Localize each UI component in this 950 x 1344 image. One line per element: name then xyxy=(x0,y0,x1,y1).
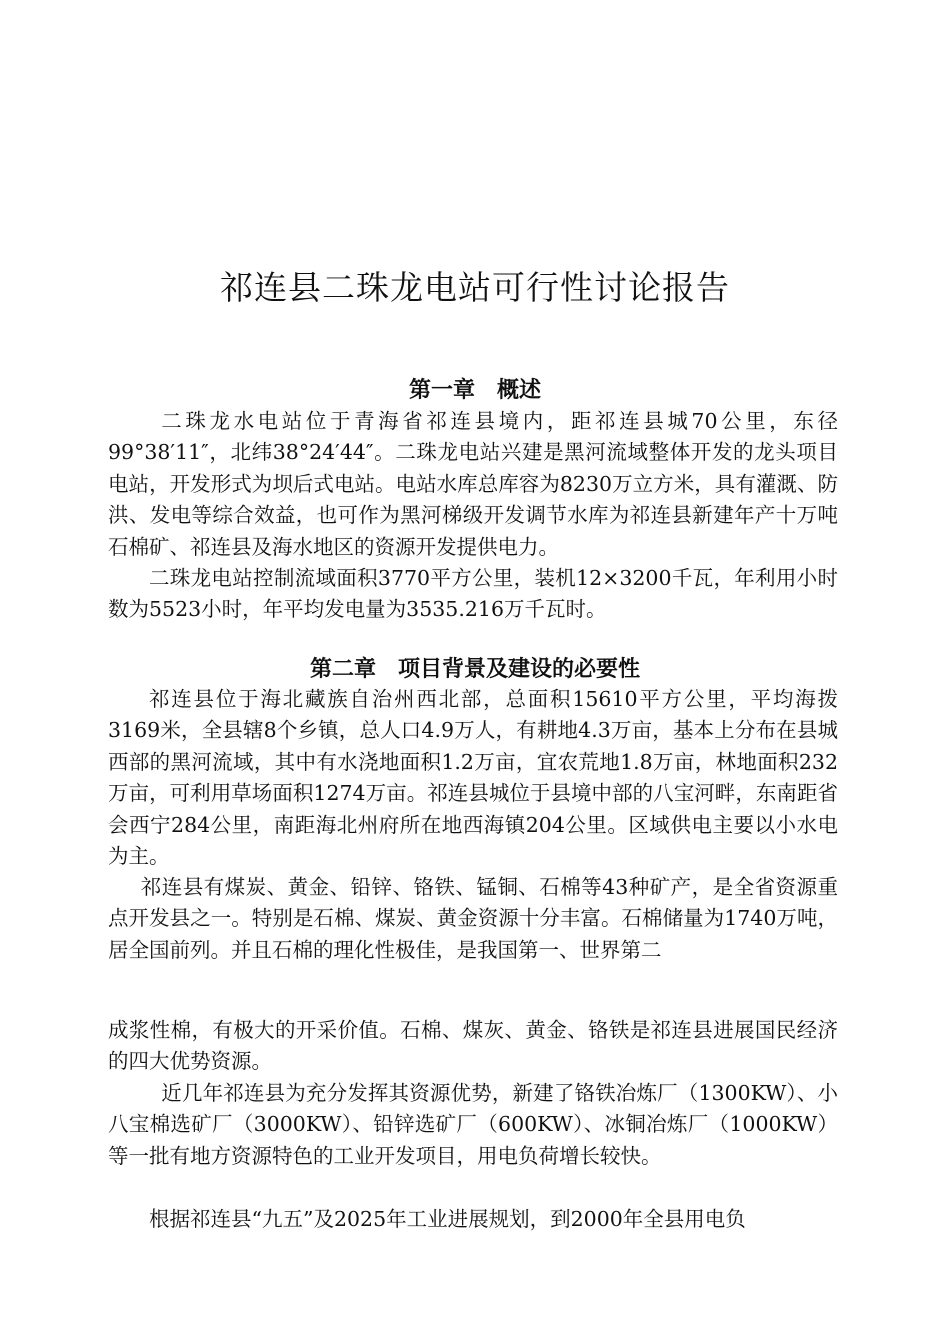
chapter-2-heading: 第二章 项目背景及建设的必要性 xyxy=(309,657,640,682)
chapter-2-paragraph-4: 根据祁连县“九五”及2025年工业进展规划，到2000年全县用电负 xyxy=(149,1207,746,1231)
chapter-1-paragraph-1: 二珠龙水电站位于青海省祁连县境内，距祁连县城70公里，东径99°38′11″，北纬38°24′44″。二珠龙电站兴建是黑河流域整体开发的龙头项目电站，开发形式为坝后式电站。电站水库总库容为8230万立方米，具有灌溉、防洪、发电等综合效益，也可作为黑河梯级开发调节水库为祁连县新建年产十万吨石棉矿、祁连县及海水地区的资源开发提供电力。 xyxy=(108,409,838,559)
chapter-2-paragraph-3: 近几年祁连县为充分发挥其资源优势，新建了铬铁冶炼厂（1300KW）、小八宝棉选矿厂（3000KW）、铅锌选矿厂（600KW）、冰铜冶炼厂（1000KW）等一批有地方资源特色的工业开发项目，用电负荷增长较快。 xyxy=(108,1081,838,1168)
chapter-2-paragraph-2-continued: 成浆性棉，有极大的开采价值。石棉、煤灰、黄金、铬铁是祁连县进展国民经济的四大优势资源。 xyxy=(108,1018,838,1074)
document-title: 祁连县二珠龙电站可行性讨论报告 xyxy=(220,268,730,307)
chapter-1-paragraph-2: 二珠龙电站控制流域面积3770平方公里，装机12×3200千瓦，年利用小时数为5523小时，年平均发电量为3535.216万千瓦时。 xyxy=(108,566,838,622)
chapter-2-paragraph-2: 祁连县有煤炭、黄金、铅锌、铬铁、锰铜、石棉等43种矿产，是全省资源重点开发县之一。特别是石棉、煤炭、黄金资源十分丰富。石棉储量为1740万吨，居全国前列。并且石棉的理化性极佳，是我国第一、世界第二 xyxy=(108,875,838,962)
chapter-1-heading: 第一章 概述 xyxy=(408,378,541,403)
chapter-2-paragraph-1: 祁连县位于海北藏族自治州西北部，总面积15610平方公里，平均海拨3169米，全县辖8个乡镇，总人口4.9万人，有耕地4.3万亩，基本上分布在县城西部的黑河流域，其中有水浇地面积1.2万亩，宜农荒地1.8万亩，林地面积232万亩，可利用草场面积1274万亩。祁连县城位于县境中部的八宝河畔，东南距省会西宁284公里，南距海北州府所在地西海镇204公里。区域供电主要以小水电为主。 xyxy=(108,687,838,869)
